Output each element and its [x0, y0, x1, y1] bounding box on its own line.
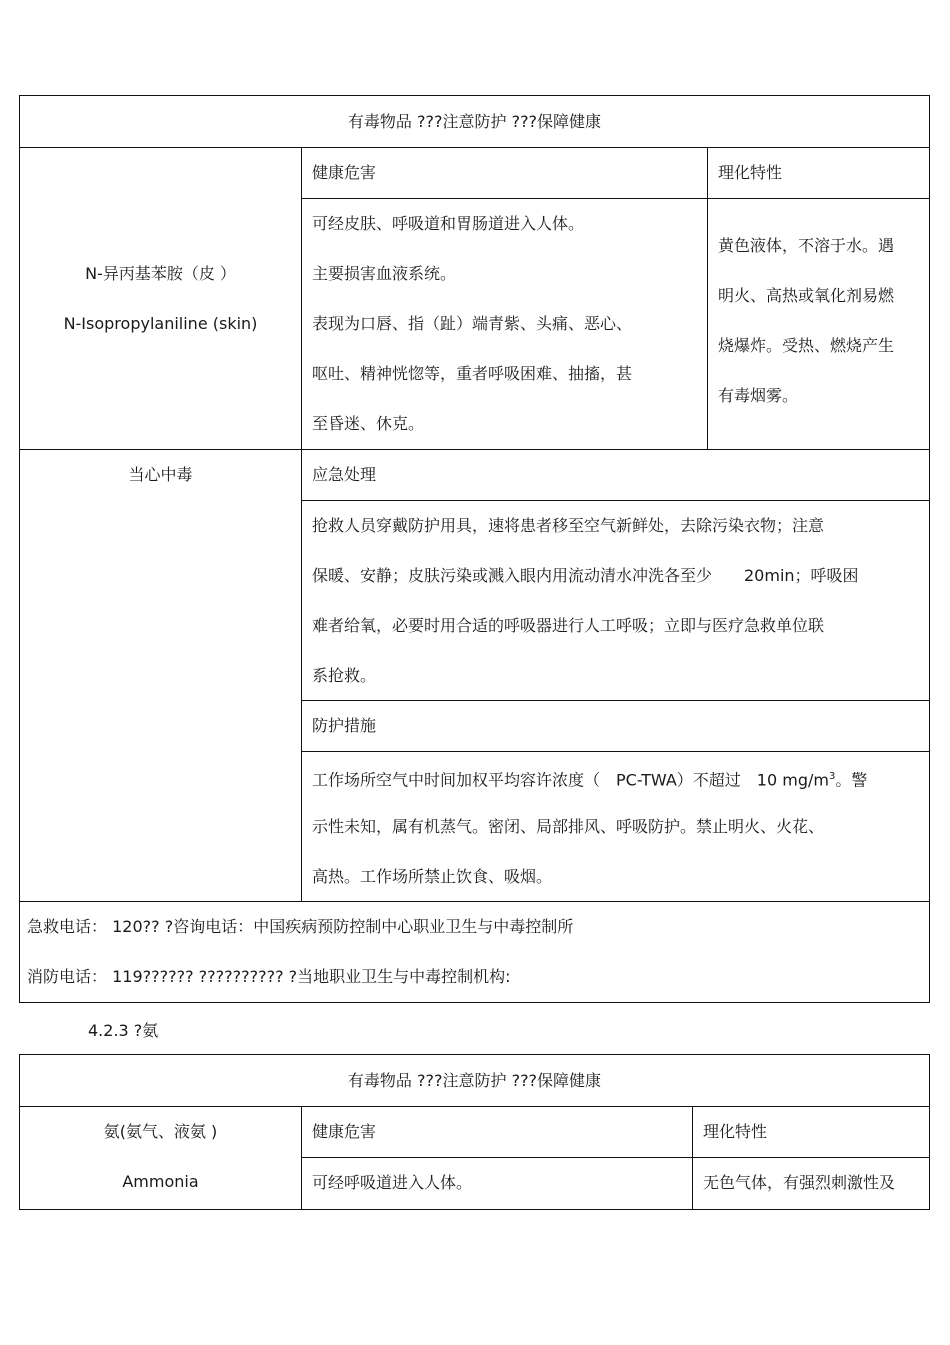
health-hazard-column — [302, 1107, 693, 1209]
warning-label: 当心中毒 — [128, 465, 193, 484]
chemical-info-row — [20, 148, 929, 450]
health-line: 可经呼吸道进入人体。 — [312, 1173, 473, 1192]
contact-row — [20, 902, 929, 1002]
chemical-name-en: Ammonia — [122, 1172, 199, 1191]
property-column — [693, 1107, 929, 1209]
property-line: 烧爆炸。受热、燃烧产生 — [718, 336, 895, 355]
emergency-line: 难者给氧，必要时用合适的呼吸器进行人工呼吸；立即与医疗急救单位联 — [312, 616, 825, 635]
property-line: 明火、高热或氧化剂易燃 — [718, 286, 895, 305]
property-column — [708, 148, 929, 449]
property-header: 理化特性 — [693, 1107, 929, 1158]
emergency-header: 应急处理 — [302, 450, 929, 501]
protection-line-text: 工作场所空气中时间加权平均容许浓度（ PC-TWA）不超过 10 mg/m — [312, 770, 829, 790]
property-line: 黄色液体，不溶于水。遇 — [718, 236, 895, 255]
health-line: 呕吐、精神恍惚等，重者呼吸困难、抽搐，甚 — [312, 364, 633, 383]
health-hazard-header: 健康危害 — [302, 1107, 692, 1158]
emergency-line: 抢救人员穿戴防护用具，速将患者移至空气新鲜处，去除污染衣物；注意 — [312, 516, 825, 535]
health-hazard-header: 健康危害 — [302, 148, 707, 199]
protection-line: 示性未知，属有机蒸气。密闭、局部排风、呼吸防护。禁止明火、火花、 — [312, 817, 825, 836]
hazard-card-ammonia — [19, 1054, 930, 1210]
chemical-info-row — [20, 1107, 929, 1209]
health-line: 可经皮肤、呼吸道和胃肠道进入人体。 — [312, 214, 585, 233]
warning-cell — [20, 450, 302, 901]
property-body — [708, 199, 929, 421]
protection-unit-superscript: 3 — [828, 771, 836, 782]
property-line: 有毒烟雾。 — [718, 386, 799, 405]
emergency-line: 保暖、安静；皮肤污染或溅入眼内用流动清水冲洗各至少 20min；呼吸困 — [312, 566, 859, 585]
chemical-name-cell — [20, 1107, 302, 1209]
health-line: 表现为口唇、指（趾）端青紫、头痛、恶心、 — [312, 314, 633, 333]
health-hazard-body — [302, 199, 707, 449]
property-line: 无色气体，有强烈刺激性及 — [703, 1173, 896, 1192]
hazard-card-n-isopropylaniline — [19, 95, 930, 1003]
protection-body — [302, 752, 929, 902]
emergency-line: 系抢救。 — [312, 666, 377, 685]
chemical-name-cn: N-异丙基苯胺（皮 ） — [85, 263, 236, 283]
chemical-name-cn: 氨(氨气、液氨 ) — [103, 1122, 218, 1141]
contact-cell — [20, 902, 929, 1002]
protection-line — [312, 752, 921, 802]
emergency-body — [302, 501, 929, 701]
health-line: 主要损害血液系统。 — [312, 264, 457, 283]
card-title: 有毒物品 ???注意防护 ???保障健康 — [347, 112, 602, 131]
chemical-name-cell — [20, 148, 302, 449]
protection-line-tail: 。警 — [835, 770, 868, 790]
measures-column — [302, 450, 929, 901]
card-title-row — [20, 1055, 929, 1107]
measures-row — [20, 450, 929, 902]
fire-phone-line: 消防电话： 119?????? ?????????? ?当地职业卫生与中毒控制机构: — [27, 967, 511, 986]
card-title-row — [20, 96, 929, 148]
section-heading: 4.2.3 ?氨 — [88, 1021, 159, 1040]
card-title: 有毒物品 ???注意防护 ???保障健康 — [347, 1071, 602, 1090]
chemical-name-en: N-Isopropylaniline (skin) — [63, 313, 258, 333]
protection-line: 高热。工作场所禁止饮食、吸烟。 — [312, 867, 553, 886]
health-line: 至昏迷、休克。 — [312, 414, 425, 433]
protection-header: 防护措施 — [302, 701, 929, 752]
emergency-phone-line: 急救电话： 120?? ?咨询电话：中国疾病预防控制中心职业卫生与中毒控制所 — [27, 917, 574, 936]
property-header: 理化特性 — [708, 148, 929, 199]
health-hazard-column — [302, 148, 708, 449]
